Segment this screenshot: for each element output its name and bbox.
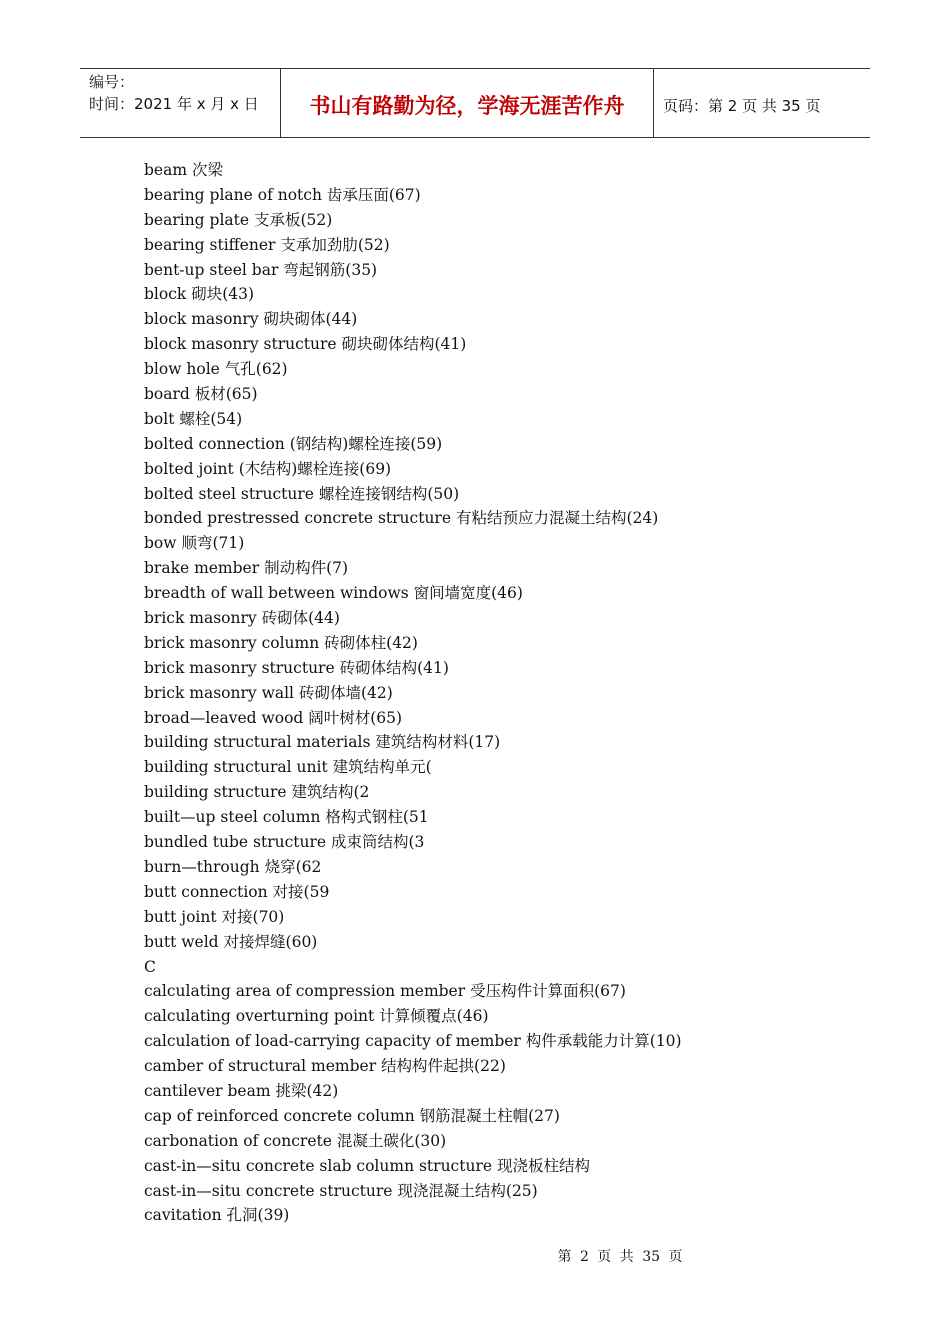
- glossary-entry: cantilever beam 挑梁(42): [144, 1081, 339, 1100]
- glossary-entry: building structural unit 建筑结构单元(: [144, 758, 432, 777]
- glossary-entry: burn—through 烧穿(62: [144, 857, 322, 876]
- glossary-entry: bow 顺弯(71): [144, 534, 245, 553]
- glossary-entry: camber of structural member 结构构件起拱(22): [144, 1057, 506, 1076]
- glossary-entry: broad—leaved wood 阔叶树材(65): [144, 708, 403, 727]
- glossary-entry: butt weld 对接焊缝(60): [144, 932, 318, 951]
- glossary-entry: carbonation of concrete 混凝土碳化(30): [144, 1131, 447, 1150]
- glossary-entry: brick masonry column 砖砌体柱(42): [144, 633, 418, 652]
- glossary-entry: blow hole 气孔(62): [144, 360, 288, 379]
- page-footer: 第 2 页 共 35 页: [557, 1249, 683, 1265]
- glossary-entry: brick masonry wall 砖砌体墙(42): [144, 683, 393, 702]
- header-meta: [80, 69, 281, 137]
- code-label: 编号：: [89, 73, 135, 91]
- glossary-entry: bolted steel structure 螺栓连接钢结构(50): [144, 484, 460, 503]
- glossary-entry: bolted connection (钢结构)螺栓连接(59): [144, 434, 443, 453]
- glossary-entry: breadth of wall between windows 窗间墙宽度(46): [144, 584, 523, 603]
- header-page-label: 页码：第 2 页 共 35 页: [663, 96, 821, 115]
- glossary-entry: bearing plane of notch 齿承压面(67): [144, 185, 421, 204]
- glossary-entry: beam 次梁: [144, 161, 223, 179]
- glossary-entry: block 砌块(43): [144, 285, 255, 304]
- glossary-entry: built—up steel column 格构式钢柱(51: [144, 808, 429, 827]
- glossary-entry: calculation of load-carrying capacity of member 构件承载能力计算(10): [144, 1032, 682, 1051]
- glossary-entry: block masonry structure 砌块砌体结构(41): [144, 335, 467, 354]
- glossary-entry: building structure 建筑结构(2: [144, 783, 370, 802]
- glossary-entry: calculating area of compression member 受压构件计算面积(67): [144, 982, 626, 1001]
- date-label: 时间：2021 年 x 月 x 日: [89, 95, 259, 113]
- glossary-entry: block masonry 砌块砌体(44): [144, 310, 358, 329]
- glossary-entry: bundled tube structure 成束筒结构(3: [144, 833, 425, 852]
- page-header: [80, 68, 870, 138]
- glossary-entry: brick masonry 砖砌体(44): [144, 609, 340, 628]
- glossary-entry: brake member 制动构件(7): [144, 559, 349, 578]
- glossary-entry: bearing plate 支承板(52): [144, 210, 333, 229]
- glossary-entry: cast-in—situ concrete slab column structure 现浇板柱结构: [144, 1156, 590, 1175]
- glossary-entry: butt connection 对接(59: [144, 882, 330, 901]
- glossary-entry: butt joint 对接(70): [144, 907, 285, 926]
- header-motto: 书山有路勤为径，学海无涯苦作舟: [281, 69, 654, 137]
- glossary-entry: bearing stiffener 支承加劲肋(52): [144, 235, 390, 254]
- glossary-entry: calculating overturning point 计算倾覆点(46): [144, 1007, 489, 1026]
- glossary-entry: bent-up steel bar 弯起钢筋(35): [144, 260, 378, 279]
- glossary-entry: board 板材(65): [144, 385, 258, 404]
- glossary-entry: cast-in—situ concrete structure 现浇混凝土结构(25): [144, 1181, 538, 1200]
- glossary-entry: cap of reinforced concrete column 钢筋混凝土柱帽(27): [144, 1106, 560, 1125]
- glossary-entry: building structural materials 建筑结构材料(17): [144, 733, 501, 752]
- glossary-entry: brick masonry structure 砖砌体结构(41): [144, 658, 449, 677]
- glossary-list: [144, 158, 844, 1228]
- glossary-entry: cavitation 孔洞(39): [144, 1206, 290, 1225]
- glossary-entry: C: [144, 957, 156, 976]
- glossary-entry: bolted joint (木结构)螺栓连接(69): [144, 459, 392, 478]
- glossary-entry: bonded prestressed concrete structure 有粘结预应力混凝土结构(24): [144, 509, 659, 528]
- glossary-entry: bolt 螺栓(54): [144, 409, 243, 428]
